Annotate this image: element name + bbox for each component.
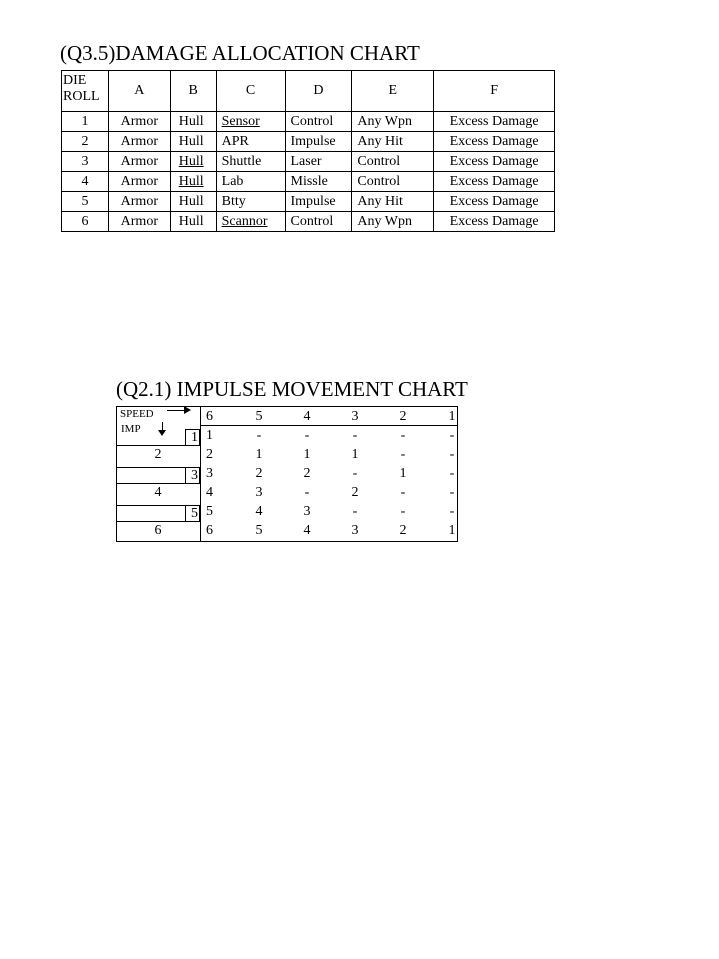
cell-c: Sensor bbox=[216, 112, 285, 132]
roll-label: ROLL bbox=[63, 89, 100, 104]
impulse-cell: - bbox=[352, 504, 358, 519]
cell-e: Any Wpn bbox=[352, 212, 434, 232]
cell-d: Control bbox=[285, 112, 352, 132]
table-header-row bbox=[62, 71, 555, 112]
cell-d: Impulse bbox=[285, 132, 352, 152]
die-roll-cell: 3 bbox=[62, 152, 109, 172]
cell-c: Lab bbox=[216, 172, 285, 192]
column-header-e: E bbox=[352, 71, 434, 112]
impulse-cell: 5 bbox=[255, 523, 263, 538]
speed-header: 3 bbox=[351, 409, 359, 424]
impulse-cell: - bbox=[256, 428, 262, 443]
cell-f: Excess Damage bbox=[434, 112, 555, 132]
column-divider bbox=[200, 406, 201, 542]
impulse-cell: 1 bbox=[255, 447, 263, 462]
impulse-cell: - bbox=[449, 447, 455, 462]
damage-chart-title: (Q3.5)DAMAGE ALLOCATION CHART bbox=[60, 41, 420, 65]
die-label: DIE bbox=[63, 73, 87, 88]
impulse-cell: 2 bbox=[351, 485, 359, 500]
column-header-d: D bbox=[285, 71, 352, 112]
speed-header: 4 bbox=[303, 409, 311, 424]
cell-c: Btty bbox=[216, 192, 285, 212]
column-header-b: B bbox=[170, 71, 216, 112]
impulse-cell: - bbox=[304, 485, 310, 500]
impulse-cell: - bbox=[400, 504, 406, 519]
impulse-cell: 1 bbox=[351, 447, 359, 462]
impulse-cell: 4 bbox=[303, 523, 311, 538]
table-row bbox=[62, 152, 555, 172]
column-header-f: F bbox=[434, 71, 555, 112]
speed-header: 1 bbox=[448, 409, 456, 424]
impulse-cell: 6 bbox=[206, 523, 213, 538]
impulse-label: 3 bbox=[185, 467, 200, 484]
cell-d: Laser bbox=[285, 152, 352, 172]
column-header-c: C bbox=[216, 71, 285, 112]
cell-e: Any Hit bbox=[352, 132, 434, 152]
speed-header: 6 bbox=[206, 409, 213, 424]
cell-b: Hull bbox=[170, 132, 216, 152]
cell-f: Excess Damage bbox=[434, 212, 555, 232]
die-roll-cell: 2 bbox=[62, 132, 109, 152]
cell-c: APR bbox=[216, 132, 285, 152]
impulse-chart-title: (Q2.1) IMPULSE MOVEMENT CHART bbox=[116, 377, 468, 401]
cell-b: Hull bbox=[170, 152, 216, 172]
die-roll-cell: 5 bbox=[62, 192, 109, 212]
impulse-cell: - bbox=[400, 485, 406, 500]
cell-f: Excess Damage bbox=[434, 152, 555, 172]
cell-a: Armor bbox=[108, 192, 170, 212]
impulse-cell: 4 bbox=[255, 504, 263, 519]
impulse-cell: 2 bbox=[303, 466, 311, 481]
die-roll-header bbox=[62, 71, 109, 112]
table-row bbox=[62, 212, 555, 232]
cell-b: Hull bbox=[170, 192, 216, 212]
cell-a: Armor bbox=[108, 212, 170, 232]
impulse-cell: 1 bbox=[399, 466, 407, 481]
impulse-cell: - bbox=[304, 428, 310, 443]
cell-e: Any Wpn bbox=[352, 112, 434, 132]
table-row bbox=[62, 132, 555, 152]
arrow-right-icon bbox=[167, 410, 185, 411]
cell-c: Shuttle bbox=[216, 152, 285, 172]
cell-a: Armor bbox=[108, 152, 170, 172]
impulse-cell: 3 bbox=[303, 504, 311, 519]
cell-e: Any Hit bbox=[352, 192, 434, 212]
impulse-cell: - bbox=[400, 447, 406, 462]
header-divider bbox=[200, 425, 458, 426]
column-header-a: A bbox=[108, 71, 170, 112]
cell-b: Hull bbox=[170, 112, 216, 132]
impulse-cell: - bbox=[352, 428, 358, 443]
impulse-label: 1 bbox=[185, 429, 200, 446]
impulse-label: 6 bbox=[154, 523, 162, 538]
cell-d: Missle bbox=[285, 172, 352, 192]
impulse-label: 4 bbox=[154, 485, 162, 500]
impulse-cell: 3 bbox=[206, 466, 213, 481]
cell-f: Excess Damage bbox=[434, 192, 555, 212]
table-row bbox=[62, 172, 555, 192]
speed-header: 5 bbox=[255, 409, 263, 424]
cell-f: Excess Damage bbox=[434, 132, 555, 152]
cell-e: Control bbox=[352, 172, 434, 192]
speed-label: SPEED bbox=[120, 408, 154, 420]
speed-header: 2 bbox=[399, 409, 407, 424]
die-roll-cell: 4 bbox=[62, 172, 109, 192]
cell-d: Control bbox=[285, 212, 352, 232]
impulse-label: 2 bbox=[154, 447, 162, 462]
damage-allocation-table bbox=[61, 70, 555, 232]
die-roll-cell: 1 bbox=[62, 112, 109, 132]
impulse-cell: - bbox=[449, 466, 455, 481]
cell-a: Armor bbox=[108, 132, 170, 152]
cell-b: Hull bbox=[170, 212, 216, 232]
imp-label: IMP bbox=[121, 423, 141, 435]
impulse-cell: - bbox=[449, 485, 455, 500]
impulse-label: 5 bbox=[185, 505, 200, 522]
impulse-cell: 1 bbox=[303, 447, 311, 462]
impulse-cell: 1 bbox=[448, 523, 456, 538]
impulse-cell: - bbox=[400, 428, 406, 443]
impulse-cell: - bbox=[449, 428, 455, 443]
impulse-cell: - bbox=[449, 504, 455, 519]
table-row bbox=[62, 192, 555, 212]
impulse-cell: 3 bbox=[351, 523, 359, 538]
impulse-cell: 5 bbox=[206, 504, 213, 519]
cell-b: Hull bbox=[170, 172, 216, 192]
cell-a: Armor bbox=[108, 172, 170, 192]
cell-e: Control bbox=[352, 152, 434, 172]
impulse-cell: 4 bbox=[206, 485, 213, 500]
die-roll-cell: 6 bbox=[62, 212, 109, 232]
cell-d: Impulse bbox=[285, 192, 352, 212]
impulse-cell: 2 bbox=[399, 523, 407, 538]
impulse-cell: - bbox=[352, 466, 358, 481]
cell-c: Scannor bbox=[216, 212, 285, 232]
cell-a: Armor bbox=[108, 112, 170, 132]
impulse-cell: 2 bbox=[206, 447, 213, 462]
impulse-cell: 2 bbox=[255, 466, 263, 481]
cell-f: Excess Damage bbox=[434, 172, 555, 192]
table-row bbox=[62, 112, 555, 132]
impulse-cell: 3 bbox=[255, 485, 263, 500]
impulse-cell: 1 bbox=[206, 428, 213, 443]
